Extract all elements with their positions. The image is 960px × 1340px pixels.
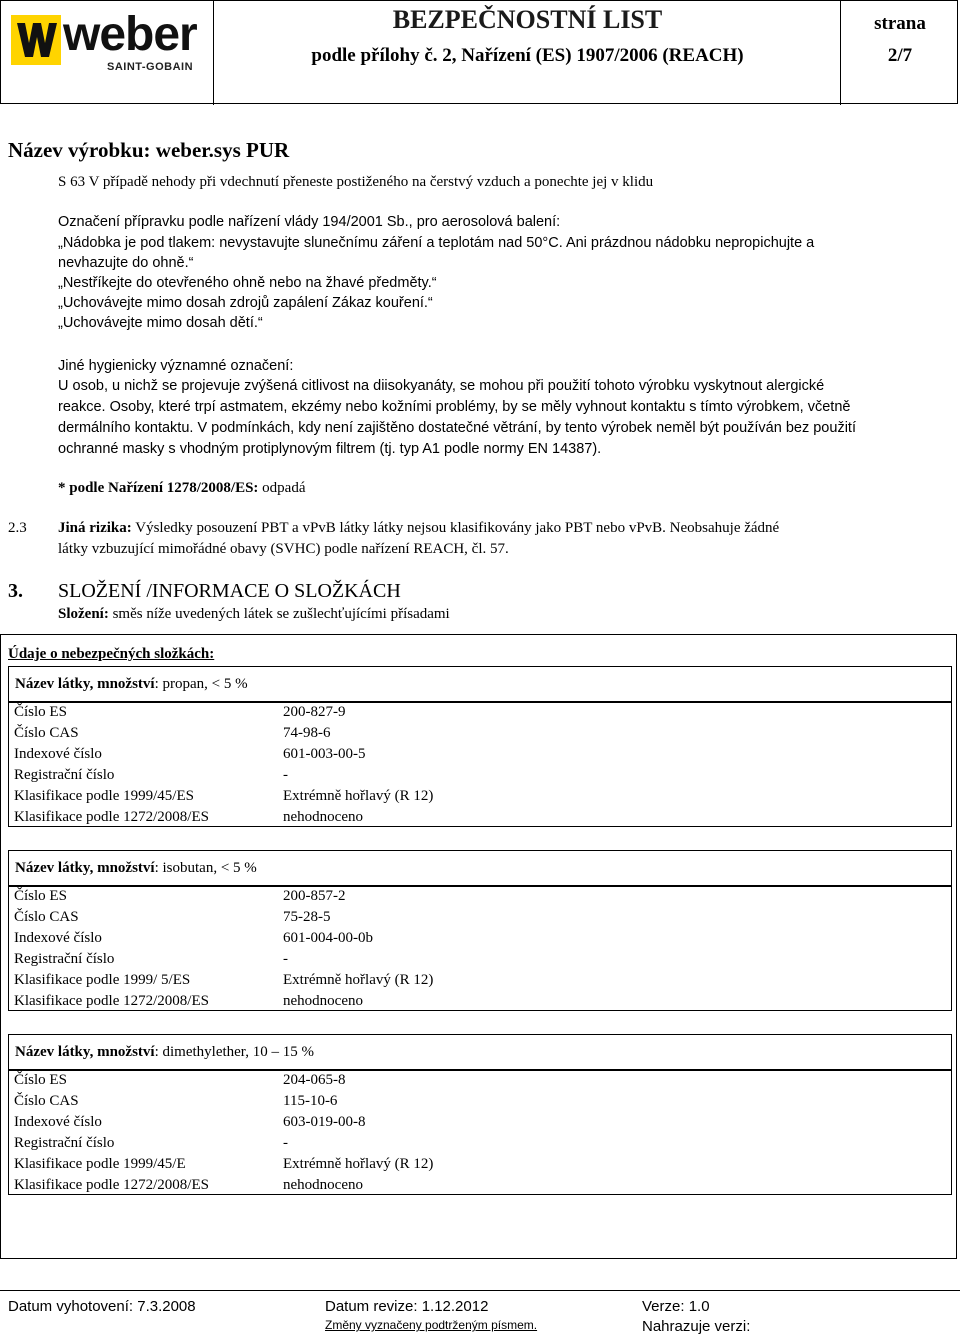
logo-subtext: SAINT-GOBAIN: [107, 61, 194, 73]
page-number: 2/7: [887, 45, 913, 66]
substance-name-value: : isobutan, < 5 %: [154, 860, 257, 876]
property-value: 75-28-5: [283, 909, 331, 925]
property-label: Indexové číslo: [14, 930, 102, 946]
hygiene-line: dermálního kontaktu. V podmínkách, kdy není zajištěno dostatečné větrání, by tento výrobek neměl být používán bez použití: [58, 420, 856, 436]
property-value: 74-98-6: [283, 725, 331, 741]
property-label: Indexové číslo: [14, 746, 102, 762]
hygiene-line: reakce. Osoby, které trpí astmatem, ekzémy nebo kožními problémy, by se měly vyhnout kontaktu s tímto výrobkem, včetně: [58, 399, 851, 415]
footer-created-date: Datum vyhotovení: 7.3.2008: [8, 1298, 196, 1315]
substance-name-box: [8, 666, 952, 702]
footer-changes-note: Změny vyznačeny podtrženým písmem.: [325, 1318, 538, 1332]
section-2-3-text: [58, 518, 779, 538]
property-value: 200-857-2: [283, 888, 346, 904]
property-value: Extrémně hořlavý (R 12): [283, 972, 434, 988]
property-value: nehodnoceno: [283, 993, 363, 1009]
property-label: Klasifikace podle 1999/ 5/ES: [14, 972, 191, 988]
property-label: Klasifikace podle 1272/2008/ES: [14, 1177, 209, 1193]
substance-name-box: [8, 850, 952, 886]
property-value: 603-019-00-8: [283, 1114, 366, 1130]
property-value: -: [283, 951, 288, 967]
property-label: Registrační číslo: [14, 767, 115, 783]
property-value: 601-004-00-0b: [283, 930, 373, 946]
footer-replaces: Nahrazuje verzi:: [642, 1318, 751, 1335]
property-value: Extrémně hořlavý (R 12): [283, 788, 434, 804]
substance-name: [15, 1042, 314, 1062]
section-2-3-line: Výsledky posouzení PBT a vPvB látky látky nejsou klasifikovány jako PBT nebo vPvB. Neobsahuje žádné: [135, 520, 780, 536]
property-value: -: [283, 767, 288, 783]
hygiene-line: U osob, u nichž se projevuje zvýšená citlivost na diisokyanáty, se mohou při použití tohoto výrobku vyskytnout alergické: [58, 378, 825, 394]
footer-divider: [0, 1290, 960, 1291]
property-label: Číslo CAS: [14, 725, 79, 741]
hygiene-heading: Jiné hygienicky významné označení:: [58, 358, 294, 374]
property-value: 115-10-6: [283, 1093, 338, 1109]
property-label: Číslo ES: [14, 1072, 67, 1088]
substance-name-label: Název látky, množství: [15, 1044, 155, 1060]
substance-name: [15, 674, 248, 694]
page-cell: [841, 1, 959, 105]
property-value: -: [283, 1135, 288, 1151]
property-label: Klasifikace podle 1272/2008/ES: [14, 809, 209, 825]
logo-cell: [1, 1, 214, 105]
property-label: Registrační číslo: [14, 1135, 115, 1151]
property-label: Číslo ES: [14, 704, 67, 720]
property-value: 200-827-9: [283, 704, 346, 720]
substance-name-label: Název látky, množství: [15, 860, 155, 876]
section-2-3-line: látky vzbuzující mimořádné obavy (SVHC) podle nařízení REACH, čl. 57.: [58, 541, 509, 557]
document-subtitle: podle přílohy č. 2, Nařízení (ES) 1907/2006 (REACH): [311, 45, 744, 66]
section-2-3-label: Jiná rizika:: [58, 520, 132, 536]
property-label: Klasifikace podle 1272/2008/ES: [14, 993, 209, 1009]
substance-name-value: : dimethylether, 10 – 15 %: [154, 1044, 314, 1060]
label-line: „Nádobka je pod tlakem: nevystavujte slunečnímu záření a teplotám nad 50°C. Ani prázdnou nádobku nepropichujte a: [58, 235, 815, 251]
document-header: [0, 0, 958, 104]
label-heading: Označení přípravku podle nařízení vlády 194/2001 Sb., pro aerosolová balení:: [58, 214, 561, 230]
property-label: Klasifikace podle 1999/45/E: [14, 1156, 186, 1172]
label-line: „Uchovávejte mimo dosah dětí.“: [58, 315, 263, 331]
section-2-3-number: 2.3: [8, 520, 27, 536]
footer-version: Verze: 1.0: [642, 1298, 710, 1315]
property-value: nehodnoceno: [283, 1177, 363, 1193]
property-value: nehodnoceno: [283, 809, 363, 825]
substance-name: [15, 858, 257, 878]
page-label: strana: [874, 13, 926, 34]
hazardous-components-heading: Údaje o nebezpečných složkách:: [8, 646, 215, 662]
label-line: nevhazujte do ohně.“: [58, 255, 194, 271]
composition-line: [58, 604, 450, 624]
property-label: Číslo CAS: [14, 1093, 79, 1109]
property-label: Klasifikace podle 1999/45/ES: [14, 788, 194, 804]
composition-label: Složení:: [58, 606, 109, 622]
substance-name-value: : propan, < 5 %: [154, 676, 248, 692]
property-label: Číslo CAS: [14, 909, 79, 925]
logo-wordmark: weber: [63, 8, 197, 61]
regulation-1278-label: * podle Nařízení 1278/2008/ES:: [58, 480, 259, 496]
product-name: Název výrobku: weber.sys PUR: [8, 138, 290, 162]
substance-name-label: Název látky, množství: [15, 676, 155, 692]
s63-phrase: S 63 V případě nehody při vdechnutí přeneste postiženého na čerstvý vzduch a ponechte jej v klidu: [58, 174, 654, 190]
footer-revision-date: Datum revize: 1.12.2012: [325, 1298, 489, 1315]
label-line: „Nestříkejte do otevřeného ohně nebo na žhavé předměty.“: [58, 275, 437, 291]
substance-name-box: [8, 1034, 952, 1070]
property-value: 601-003-00-5: [283, 746, 366, 762]
document-title: BEZPEČNOSTNÍ LIST: [392, 5, 663, 34]
label-line: „Uchovávejte mimo dosah zdrojů zapálení Zákaz kouření.“: [58, 295, 433, 311]
regulation-1278: [58, 478, 306, 498]
property-label: Registrační číslo: [14, 951, 115, 967]
regulation-1278-value: odpadá: [262, 480, 306, 496]
property-value: Extrémně hořlavý (R 12): [283, 1156, 434, 1172]
property-value: 204-065-8: [283, 1072, 346, 1088]
hygiene-line: ochranné masky s vhodným protiplynovým filtrem (tj. typ A1 podle normy EN 14387).: [58, 441, 602, 457]
title-cell: [214, 1, 841, 105]
property-label: Indexové číslo: [14, 1114, 102, 1130]
property-label: Číslo ES: [14, 888, 67, 904]
section-3-title: SLOŽENÍ /INFORMACE O SLOŽKÁCH: [58, 580, 401, 602]
section-3-number: 3.: [8, 580, 23, 602]
composition-value: směs níže uvedených látek se zušlechťujícími přísadami: [112, 606, 450, 622]
